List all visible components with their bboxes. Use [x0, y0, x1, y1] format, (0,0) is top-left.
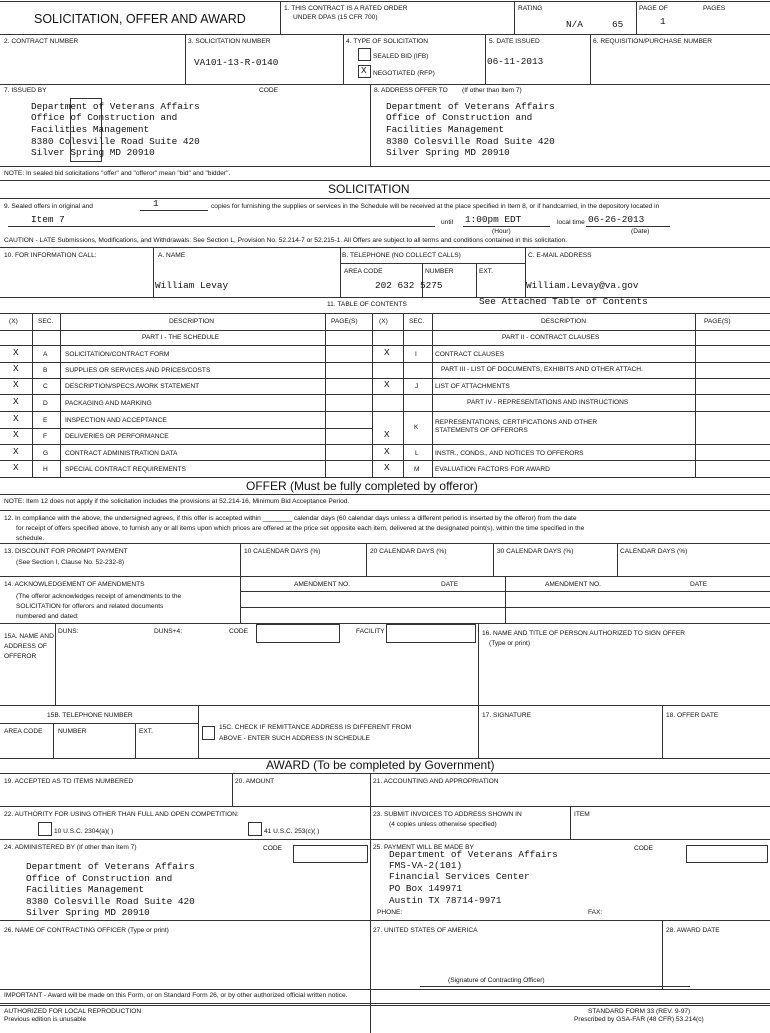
toc-sec: I: [415, 351, 417, 358]
item23-note: (4 copies unless otherwise specified): [389, 821, 497, 828]
code-label: CODE: [229, 628, 249, 635]
rated-order-label: 1. THIS CONTRACT IS A RATED ORDER: [284, 5, 408, 12]
address-line: Department of Veterans Affairs: [389, 849, 558, 860]
toc-col-desc: DESCRIPTION: [169, 318, 215, 325]
item28-label: 28. AWARD DATE: [666, 927, 720, 934]
toc-mark[interactable]: X: [13, 429, 19, 440]
item9-label: 9. Sealed offers in original and: [4, 203, 93, 210]
fax-label: FAX:: [588, 909, 603, 916]
local-time-label: local time: [557, 219, 585, 226]
discount-10-days[interactable]: 10 CALENDAR DAYS (%): [244, 548, 321, 555]
toc-part2: PART II - CONTRACT CLAUSES: [502, 334, 600, 341]
toc-sec: K: [414, 424, 419, 431]
ext-label: EXT.: [139, 728, 153, 735]
address-line: Office of Construction and: [26, 873, 173, 884]
name-label: A. NAME: [158, 252, 186, 259]
page-value[interactable]: 65: [612, 19, 624, 30]
rated-order-sub: UNDER DPAS (15 CFR 700): [293, 14, 378, 21]
usc-253-checkbox[interactable]: [248, 822, 262, 836]
item24-label: 24. ADMINISTERED BY (If other than Item 7): [4, 844, 137, 851]
toc-desc: CONTRACT ADMINISTRATION DATA: [65, 450, 178, 457]
item27-label: 27. UNITED STATES OF AMERICA: [373, 927, 478, 934]
duns-label: DUNS:: [58, 628, 79, 635]
offer-date-label: 18. OFFER DATE: [666, 712, 719, 719]
toc-col-sec: SEC.: [409, 318, 425, 325]
address-line: Silver Spring MD 20910: [386, 147, 510, 158]
toc-part4: PART IV - REPRESENTATIONS AND INSTRUCTIONS: [467, 399, 629, 406]
toc-desc: REPRESENTATIONS, CERTIFICATIONS AND OTHER: [435, 419, 598, 426]
toc-col-x: (X): [379, 318, 388, 325]
issued-by-label: 7. ISSUED BY: [4, 87, 47, 94]
address-line: Department of Veterans Affairs: [31, 101, 200, 112]
toc-mark[interactable]: X: [13, 446, 19, 457]
toc-sec: F: [43, 433, 48, 440]
form-title: SOLICITATION, OFFER AND AWARD: [34, 12, 246, 26]
address-line: 8380 Colesville Road Suite 420: [386, 136, 555, 147]
address-line: Department of Veterans Affairs: [26, 861, 195, 872]
discount-20-days[interactable]: 20 CALENDAR DAYS (%): [370, 548, 447, 555]
address-line: FMS-VA-2(101): [389, 860, 463, 871]
name-address-label: ADDRESS OF: [4, 643, 47, 650]
toc-sec: A: [43, 351, 48, 358]
until-label: until: [441, 219, 454, 226]
item20-label: 20. AMOUNT: [235, 778, 275, 785]
number-label: NUMBER: [58, 728, 87, 735]
toc-mark[interactable]: X: [384, 462, 390, 473]
payment-code-label: CODE: [634, 845, 654, 852]
hour-label: (Hour): [492, 228, 511, 235]
toc-mark[interactable]: X: [13, 347, 19, 358]
toc-desc: INSPECTION AND ACCEPTANCE: [65, 417, 167, 424]
ack-note: SOLICITATION for offerors and related documents: [16, 603, 164, 610]
item12-line1: 12. In compliance with the above, the undersigned agrees, if this offer is accepted within ________ calendar days (60 calendar days unless a different period is inserted by the offeror) from the date: [4, 515, 577, 522]
area-code-label: AREA CODE: [344, 268, 383, 275]
address-line: Silver Spring MD 20910: [26, 907, 150, 918]
toc-desc: PACKAGING AND MARKING: [65, 400, 152, 407]
toc-part3: PART III - LIST OF DOCUMENTS, EXHIBITS AND OTHER ATTACH.: [441, 366, 643, 373]
name-address-label: OFFEROR: [4, 653, 37, 660]
toc-sec: B: [43, 367, 48, 374]
discount-note: (See Section I, Clause No. 52-232-8): [16, 559, 125, 566]
sealed-bid-checkbox[interactable]: [358, 48, 371, 61]
address-line: Office of Construction and: [386, 112, 533, 123]
phone-label: B. TELEPHONE (NO COLLECT CALLS): [342, 252, 461, 259]
item25-label: 25. PAYMENT WILL BE MADE BY: [373, 844, 474, 851]
address-offer-note: (If other than Item 7): [462, 87, 522, 94]
discount-cal-days[interactable]: CALENDAR DAYS (%): [620, 548, 688, 555]
usc-2304-label: 10 U.S.C. 2304(a)( ): [54, 828, 114, 835]
payment-code-box[interactable]: [686, 845, 768, 863]
toc-sec: D: [43, 400, 48, 407]
remittance-checkbox[interactable]: [202, 726, 215, 740]
toc-part1: PART I - THE SCHEDULE: [142, 334, 220, 341]
date-issued[interactable]: 06-11-2013: [487, 56, 544, 67]
solicitation-number[interactable]: VA101-13-R-0140: [194, 57, 279, 68]
ext-label: EXT.: [479, 268, 493, 275]
item12-line3: schedule.: [16, 535, 45, 542]
toc-desc: SOLICITATION/CONTRACT FORM: [65, 351, 170, 358]
address-line: 8380 Colesville Road Suite 420: [31, 136, 200, 147]
toc-desc: DELIVERIES OR PERFORMANCE: [65, 433, 169, 440]
area-code-label: AREA CODE: [4, 728, 43, 735]
phone-label: PHONE:: [377, 909, 403, 916]
sealed-bid-label: SEALED BID (IFB): [373, 53, 429, 60]
date-label: (Date): [631, 228, 650, 235]
pages-label: PAGES: [703, 5, 726, 12]
contract-number-label: 2. CONTRACT NUMBER: [4, 38, 79, 45]
requisition-label: 6. REQUISITION/PURCHASE NUMBER: [593, 38, 713, 45]
toc-mark[interactable]: X: [384, 379, 390, 390]
toc-col-x: (X): [9, 318, 18, 325]
toc-mark[interactable]: X: [13, 396, 19, 407]
duns4-label: DUNS+4:: [154, 628, 183, 635]
solicitation-number-label: 3. SOLICITATION NUMBER: [188, 38, 271, 45]
issued-code-label: CODE: [259, 87, 279, 94]
signature-label: 17. SIGNATURE: [482, 712, 531, 719]
toc-desc: SPECIAL CONTRACT REQUIREMENTS: [65, 466, 186, 473]
admin-code-box[interactable]: [293, 845, 368, 863]
ack-label: 14. ACKNOWLEDGEMENT OF AMENDMENTS: [4, 581, 145, 588]
toc-sec: M: [414, 466, 420, 473]
item-label: ITEM: [574, 811, 590, 818]
address-line: Department of Veterans Affairs: [386, 101, 555, 112]
toc-sec: H: [43, 466, 48, 473]
toc-col-sec: SEC.: [38, 318, 54, 325]
number-label: NUMBER: [425, 268, 454, 275]
toc-sec: G: [43, 450, 49, 457]
contact-name[interactable]: William Levay: [155, 280, 229, 291]
footer-left: Previous edition is unusable: [4, 1016, 87, 1023]
item23-label: 23. SUBMIT INVOICES TO ADDRESS SHOWN IN: [373, 811, 522, 818]
usc-253-label: 41 U.S.C. 253(c)( ): [264, 828, 320, 835]
solicitation-type-label: 4. TYPE OF SOLICITATION: [346, 38, 429, 45]
toc-sec: E: [43, 417, 48, 424]
discount-label: 13. DISCOUNT FOR PROMPT PAYMENT: [4, 548, 128, 555]
address-line: Austin TX 78714-9971: [389, 895, 502, 906]
item15c-label: ABOVE - ENTER SUCH ADDRESS IN SCHEDULE: [219, 735, 370, 742]
phone15b-label: 15B. TELEPHONE NUMBER: [47, 712, 133, 719]
address-line: Facilities Management: [26, 884, 145, 895]
amendment-no-label: AMENDMENT NO.: [294, 581, 350, 588]
date-issued-label: 5. DATE ISSUED: [489, 38, 540, 45]
toc-sec: J: [415, 383, 419, 390]
footer-right: STANDARD FORM 33 (REV. 9-97): [588, 1008, 691, 1015]
officer-signature-label: (Signature of Contracting Officer): [448, 977, 545, 984]
address-line: Financial Services Center: [389, 871, 530, 882]
toc-desc: CONTRACT CLAUSES: [435, 351, 505, 358]
address-line: Silver Spring MD 20910: [31, 147, 155, 158]
admin-code-label: CODE: [263, 845, 283, 852]
facility-box[interactable]: [386, 624, 476, 643]
item21-label: 21. ACCOUNTING AND APPROPRIATION: [373, 778, 499, 785]
time-value[interactable]: 1:00pm EDT: [465, 214, 522, 225]
toc-desc: SUPPLIES OR SERVICES AND PRICES/COSTS: [65, 367, 211, 374]
toc-desc: DESCRIPTION/SPECS./WORK STATEMENT: [65, 383, 200, 390]
page-of-label: PAGE OF: [639, 5, 668, 12]
item16-label: 16. NAME AND TITLE OF PERSON AUTHORIZED TO SIGN OFFER: [482, 630, 685, 637]
item9-location[interactable]: Item 7: [31, 214, 65, 225]
item9-text: copies for furnishing the supplies or services in the Schedule will be received at the place specified in Item 8, or if handcarried, in the depository located in: [211, 203, 660, 210]
address-offer-label: 8. ADDRESS OFFER TO: [374, 87, 448, 94]
toc-desc: INSTR., CONDS., AND NOTICES TO OFFERORS: [435, 450, 584, 457]
toc-mark[interactable]: X: [13, 413, 19, 424]
amendment-date-label: DATE: [441, 581, 459, 588]
duns-code-box[interactable]: [256, 624, 340, 643]
footer-left: AUTHORIZED FOR LOCAL REPRODUCTION: [4, 1008, 142, 1015]
toc-mark[interactable]: X: [13, 379, 19, 390]
toc-sec: C: [43, 383, 48, 390]
negotiated-label: NEGOTIATED (RFP): [373, 70, 435, 77]
amendment-no-label: AMENDMENT NO.: [545, 581, 601, 588]
toc-mark[interactable]: X: [384, 446, 390, 457]
caution-text: CAUTION - LATE Submissions, Modifications, and Withdrawals: See Section L, Provision No. 52.214-7 or 52.215-1. All Offers are subject to all terms and conditions contained in this solicitation.: [4, 237, 568, 244]
address-line: 8380 Colesville Road Suite 420: [26, 896, 195, 907]
item19-label: 19. ACCEPTED AS TO ITEMS NUMBERED: [4, 778, 134, 785]
toc-mark[interactable]: X: [13, 462, 19, 473]
rating-label: RATING: [518, 5, 543, 12]
item9-copies[interactable]: 1: [153, 198, 159, 209]
item12-line2: for receipt of offers specified above, to furnish any or all items upon which prices are offered at the price set opposite each item, delivered at the designated point(s), within the time specified in the: [16, 525, 585, 532]
rating-value[interactable]: N/A: [566, 19, 583, 30]
page-of-value[interactable]: 1: [660, 16, 666, 27]
toc-sec: L: [415, 450, 419, 457]
footer-right: Prescribed by GSA-FAR (48 CFR) 53.214(c): [574, 1016, 704, 1023]
note-item12: NOTE: Item 12 does not apply if the solicitation includes the provisions at 52.214-16, Minimum Bid Acceptance Period.: [4, 498, 350, 505]
award-heading: AWARD (To be completed by Government): [266, 758, 495, 772]
toc-desc: STATEMENTS OF OFFERORS: [435, 427, 528, 434]
name-address-label: 15A. NAME AND: [4, 633, 54, 640]
toc-see-attached: See Attached Table of Contents: [479, 296, 648, 307]
solicitation-heading: SOLICITATION: [328, 182, 410, 196]
toc-col-pages: PAGE(S): [331, 318, 358, 325]
email-label: C. E-MAIL ADDRESS: [528, 252, 592, 259]
toc-desc: EVALUATION FACTORS FOR AWARD: [435, 466, 550, 473]
discount-30-days[interactable]: 30 CALENDAR DAYS (%): [497, 548, 574, 555]
important-note: IMPORTANT - Award will be made on this Form, or on Standard Form 26, or by other authorized official written notice.: [4, 992, 348, 999]
ack-note: (The offeror acknowledges receipt of amendments to the: [16, 593, 182, 600]
sealed-bid-note: NOTE: In sealed bid solicitations "offer" and "offeror" mean "bid" and "bidder".: [4, 170, 231, 177]
address-line: Office of Construction and: [31, 112, 178, 123]
address-line: PO Box 149971: [389, 883, 463, 894]
contact-phone[interactable]: 202 632 5275: [375, 280, 443, 291]
ack-note: numbered and dated:: [16, 613, 79, 620]
toc-mark[interactable]: X: [13, 363, 19, 374]
amendment-date-label: DATE: [690, 581, 708, 588]
item26-label: 26. NAME OF CONTRACTING OFFICER (Type or print): [4, 927, 169, 934]
info-call-label: 10. FOR INFORMATION CALL:: [4, 252, 97, 259]
date-value[interactable]: 06-26-2013: [588, 214, 645, 225]
usc-2304-checkbox[interactable]: [38, 822, 52, 836]
facility-label: FACILITY: [356, 628, 385, 635]
offer-heading: OFFER (Must be fully completed by offeror): [246, 479, 478, 493]
item15c-label: 15C. CHECK IF REMITTANCE ADDRESS IS DIFFERENT FROM: [219, 724, 412, 731]
item22-label: 22. AUTHORITY FOR USING OTHER THAN FULL AND OPEN COMPETITION:: [4, 811, 239, 818]
toc-desc: LIST OF ATTACHMENTS: [435, 383, 510, 390]
address-line: Facilities Management: [386, 124, 505, 135]
toc-col-pages: PAGE(S): [704, 318, 731, 325]
negotiated-mark: X: [361, 65, 367, 76]
toc-mark[interactable]: X: [384, 347, 390, 358]
toc-mark[interactable]: X: [384, 429, 390, 440]
contact-email[interactable]: William.Levay@va.gov: [526, 280, 639, 291]
toc-col-desc: DESCRIPTION: [541, 318, 587, 325]
item16-note: (Type or print): [489, 640, 531, 647]
toc-title: 11. TABLE OF CONTENTS: [327, 301, 407, 308]
address-line: Facilities Management: [31, 124, 150, 135]
